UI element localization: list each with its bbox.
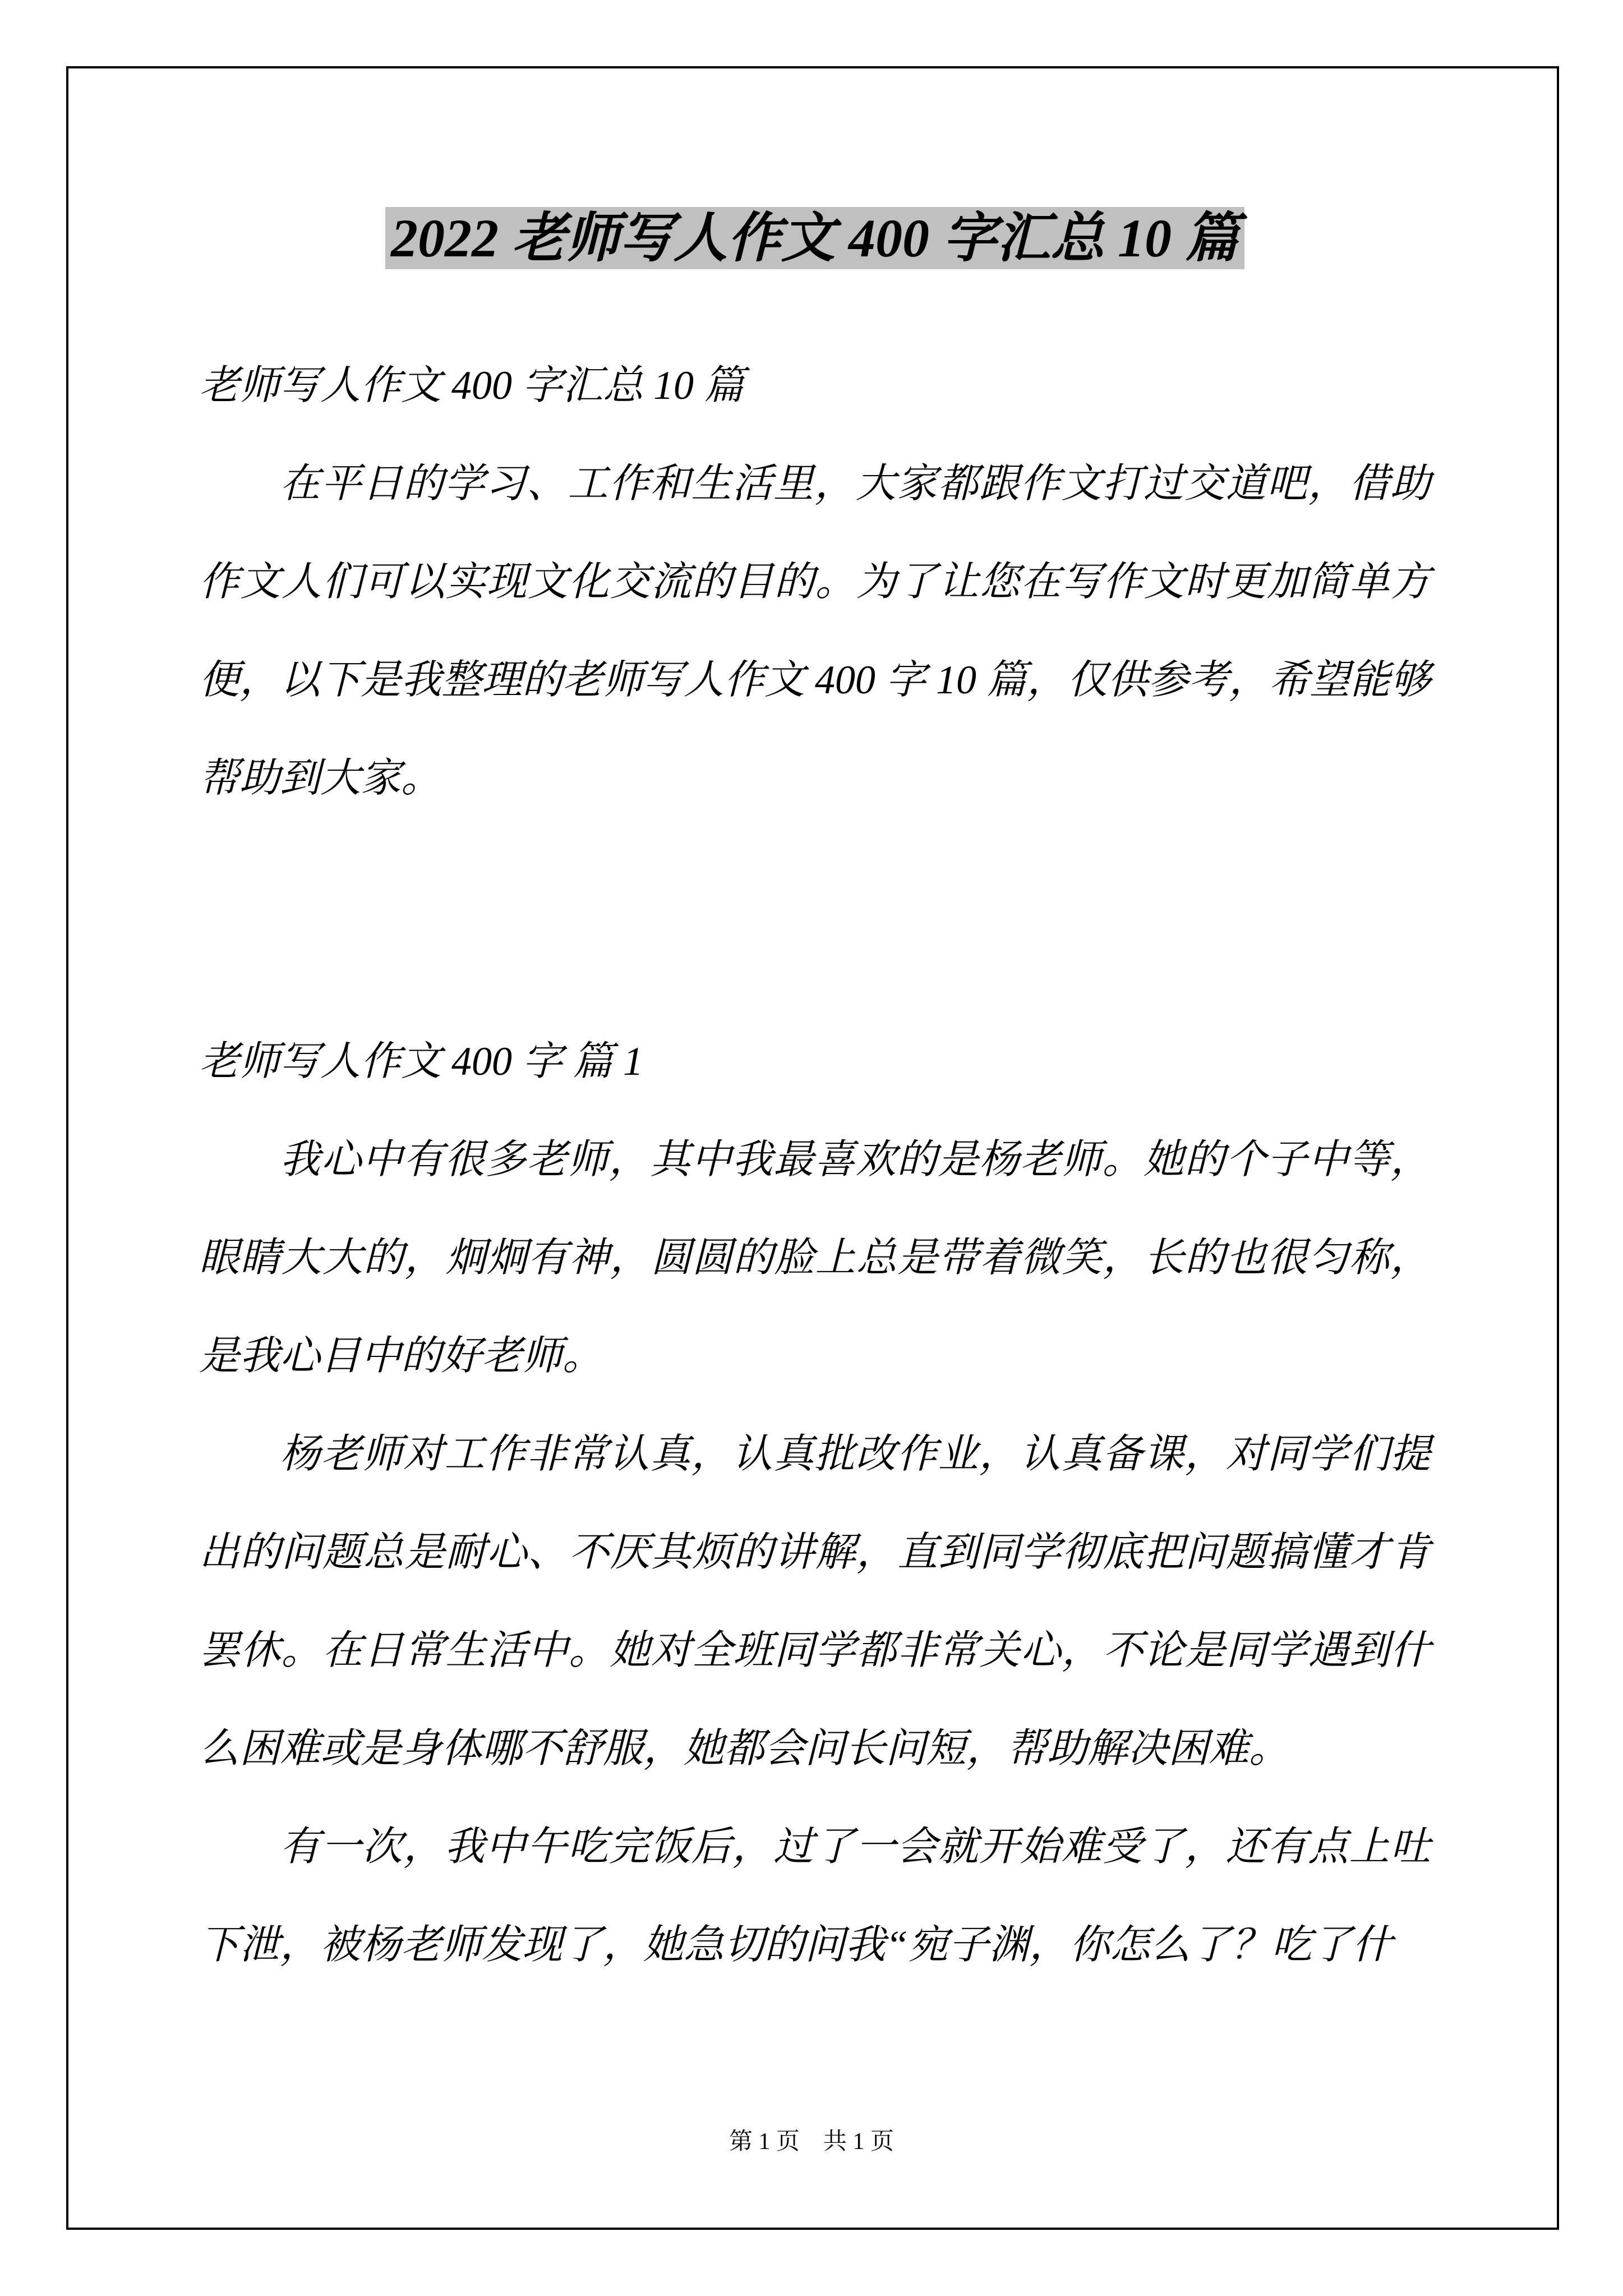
section-heading: 老师写人作文 400 字 篇 1 (199, 1039, 644, 1084)
document-title (199, 199, 1431, 278)
intro-label-paragraph: 老师写人作文 400 字汇总 10 篇 (199, 363, 745, 408)
page-number-text: 第 1 页 共 1 页 (728, 2129, 894, 2155)
body-paragraph-1: 我心中有很多老师，其中我最喜欢的是杨老师。她的个子中等，眼睛大大的，炯炯有神，圆圆的脸上总是带着微笑，长的也很匀称，是我心目中的好老师。 (199, 1137, 1431, 1378)
page-footer (0, 2126, 1623, 2157)
body-paragraph-2: 杨老师对工作非常认真，认真批改作业，认真备课，对同学们提出的问题总是耐心、不厌其烦的讲解，直到同学彻底把问题搞懂才肯罢休。在日常生活中。她对全班同学都非常关心，不论是同学遇到什么困难或是身体哪不舒服，她都会问长问短，帮助解决困难。 (199, 1432, 1431, 1771)
intro-paragraph: 在平日的学习、工作和生活里，大家都跟作文打过交道吧，借助作文人们可以实现文化交流的目的。为了让您在写作文时更加简单方便，以下是我整理的老师写人作文 400 字 10 篇，仅供参考，希望能够帮助到大家。 (199, 461, 1431, 800)
document-content (199, 199, 1431, 1994)
body-paragraph-3: 有一次，我中午吃完饭后，过了一会就开始难受了，还有点上吐下泄，被杨老师发现了，她急切的问我“宛子渊，你怎么了？吃了什 (199, 1824, 1431, 1967)
title-highlight: 2022 老师写人作文 400 字汇总 10 篇 (385, 207, 1244, 269)
